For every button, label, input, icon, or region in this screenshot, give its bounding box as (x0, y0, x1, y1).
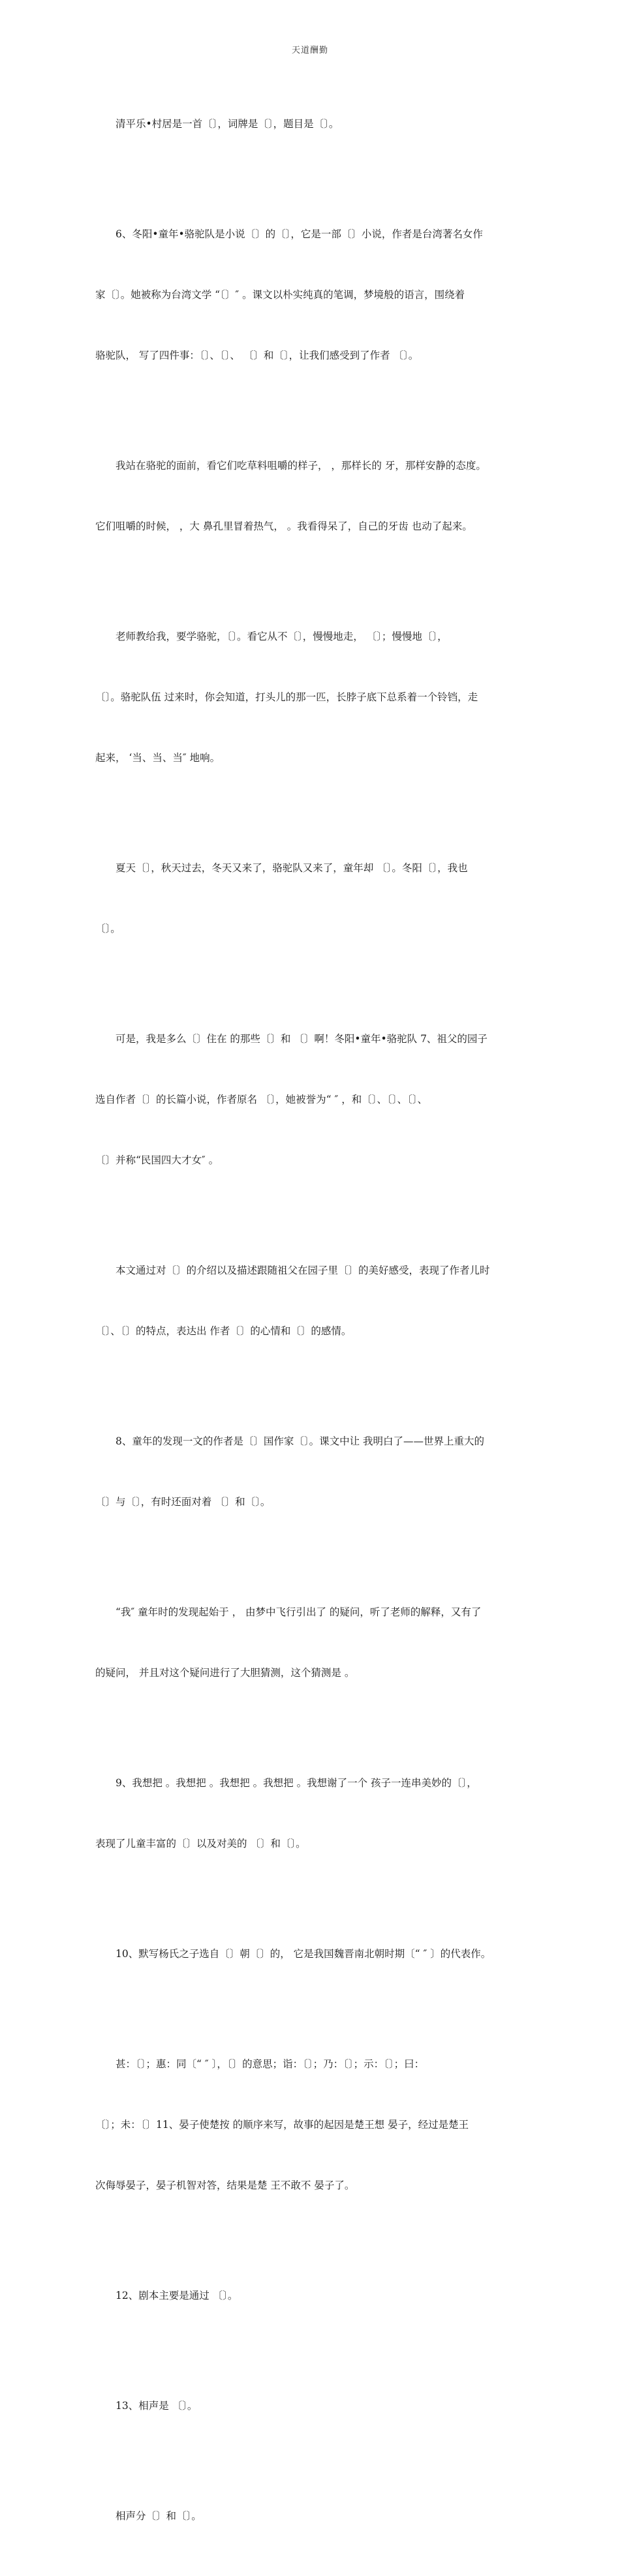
text-line: 〔〕；未：〔〕11、晏子使楚按 的顺序来写，故事的起因是楚王想 晏子，经过是楚王 (95, 2119, 469, 2131)
text-line: 13、相声是 〔〕。 (116, 2400, 198, 2412)
text-line: 我站在骆驼的面前，看它们吃草料咀嚼的样子， ，那样长的 牙，那样安静的态度。 (116, 460, 486, 472)
text-line: 〔〕并称“民国四大才女″ 。 (95, 1154, 219, 1166)
text-line: 甚：〔〕；惠：同〔“ ″ 〕，〔〕的意思；诣：〔〕；乃：〔〕；示：〔〕；曰： (116, 2058, 425, 2070)
text-line: 〔〕、〔〕的特点，表达出 作者〔〕的心情和〔〕的感情。 (95, 1325, 352, 1337)
paragraph (95, 586, 526, 809)
text-line: 清平乐•村居是一首〔〕，词牌是〔〕，题目是〔〕。 (116, 118, 339, 130)
text-line: 骆驼队， 写了四件事：〔〕、〔〕、 〔〕和〔〕，让我们感受到了作者 〔〕。 (95, 350, 419, 361)
text-line: 9、我想把 。我想把 。我想把 。我想把 。我想谢了一个 孩子一连串美妙的〔〕， (116, 1777, 477, 1789)
text-line: 表现了儿童丰富的〔〕以及对美的 〔〕和〔〕。 (95, 1838, 306, 1850)
text-line: 选自作者〔〕的长篇小说，作者原名 〔〕，她被誉为“ ″ ，和〔〕、〔〕、〔〕、 (95, 1094, 427, 1105)
paragraph (95, 1904, 526, 2005)
text-line: 相声分〔〕和〔〕。 (116, 2510, 202, 2522)
page-header: 天道酬勤 (291, 46, 328, 55)
paragraph (95, 415, 526, 577)
text-line: 家〔〕。她被称为台湾文学 “〔〕″ 。课文以朴实纯真的笔调，梦境般的语言，围绕着 (95, 289, 465, 301)
paragraph (95, 1220, 526, 1382)
paragraph (95, 184, 526, 406)
paragraph (95, 2466, 526, 2567)
text-line: 老师教给我，要学骆驼，〔〕。看它从不〔〕，慢慢地走， 〔〕；慢慢地〔〕， (116, 631, 448, 642)
text-line: 12、剧本主要是通过 〔〕。 (116, 2290, 238, 2301)
paragraph (95, 2245, 526, 2346)
paragraph (95, 2014, 526, 2236)
document-body (95, 74, 526, 2576)
text-line: 6、冬阳•童年•骆驼队是小说〔〕的〔〕，它是一部〔〕小说，作者是台湾著名女作 (116, 228, 483, 240)
paragraph (95, 74, 526, 175)
paragraph (95, 1733, 526, 1895)
text-line: 夏天〔〕，秋天过去，冬天又来了，骆驼队又来了，童年却 〔〕。冬阳〔〕，我也 (116, 862, 468, 874)
text-line: 起来， ‘当、当、当″ 地响。 (95, 752, 221, 764)
paragraph (95, 818, 526, 980)
text-line: 可是，我是多么〔〕住在 的那些〔〕和 〔〕啊！冬阳•童年•骆驼队 7、祖父的园子 (116, 1033, 488, 1045)
text-line: 10、默写杨氏之子选自〔〕朝〔〕的， 它是我国魏晋南北朝时期〔“ ″ 〕的代表作。 (116, 1948, 491, 1960)
text-line: 〔〕与〔〕，有时还面对着 〔〕和〔〕。 (95, 1496, 271, 1508)
text-line: 次侮辱晏子，晏子机智对答，结果是楚 王不敢不 晏子了。 (95, 2179, 355, 2191)
text-line: 〔〕。 (95, 923, 121, 935)
text-line: 8、童年的发现一文的作者是〔〕国作家〔〕。课文中让 我明白了——世界上重大的 (116, 1435, 485, 1447)
text-line: “我″ 童年时的发现起始于 ， 由梦中飞行引出了 的疑问，听了老师的解释，又有了 (116, 1606, 482, 1618)
paragraph (95, 1562, 526, 1724)
paragraph (95, 1391, 526, 1553)
text-line: 本文通过对〔〕的介绍以及描述跟随祖父在园子里〔〕的美好感受，表现了作者儿时 (116, 1265, 490, 1276)
text-line: 的疑问， 并且对这个疑问进行了大胆猜测，这个猜测是 。 (95, 1667, 355, 1679)
paragraph (95, 989, 526, 1211)
text-line: 〔〕。骆驼队伍 过来时，你会知道，打头儿的那一匹，长脖子底下总系着一个铃铛，走 (95, 691, 478, 703)
text-line: 它们咀嚼的时候， ，大 鼻孔里冒着热气， 。我看得呆了，自己的牙齿 也动了起来。 (95, 520, 473, 532)
paragraph (95, 2356, 526, 2457)
